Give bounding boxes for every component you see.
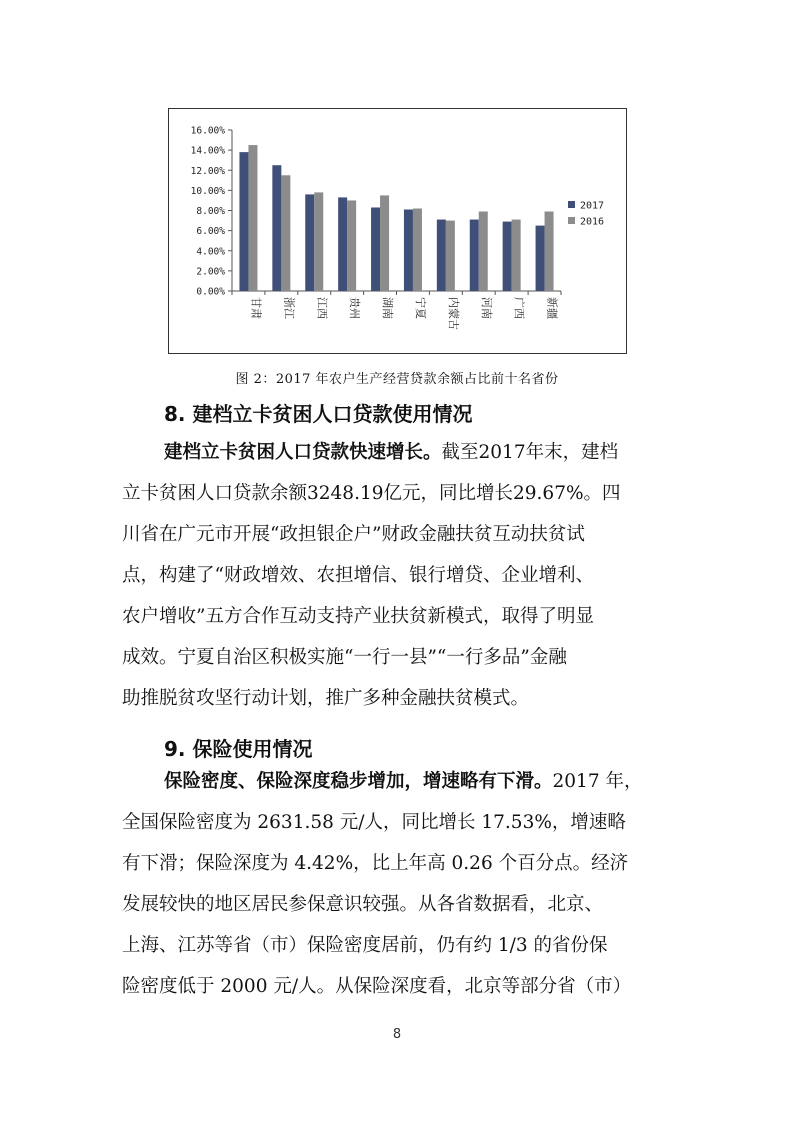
line-text: 截至2017年末，建档 [441,442,619,463]
y-tick-label: 14.00% [190,145,225,157]
bar-2017 [371,207,380,291]
y-tick-label: 0.00% [196,286,225,298]
x-tick-label: 广西 [512,297,526,319]
bar-2017 [338,197,347,291]
bar-2017 [272,165,281,291]
paragraph-line: 有下滑；保险深度为 4.42%，比上年高 0.26 个百分点。经济 [122,853,629,874]
y-tick-label: 12.00% [190,165,225,177]
paragraph-line: 助推脱贫攻坚行动计划，推广多种金融扶贫模式。 [122,688,530,709]
bar-2016 [380,195,389,291]
paragraph-line [164,767,642,793]
paragraph-line: 点，构建了“财政增效、农担增信、银行增贷、企业增利、 [122,565,594,586]
lead-sentence: 建档立卡贫困人口贷款快速增长。 [164,442,442,463]
x-tick-label: 新疆 [545,297,559,319]
bar-chart [169,109,628,355]
figure-caption: 图 2：2017 年农户生产经营贷款余额占比前十名省份 [235,372,559,387]
x-tick-label: 宁夏 [413,297,427,319]
bar-2016 [545,212,554,291]
bar-2017 [239,152,248,291]
y-tick-label: 8.00% [196,206,225,217]
bar-2016 [413,208,422,291]
bar-2016 [248,145,257,291]
paragraph-line: 川省在广元市开展“政担银企户”财政金融扶贫互动扶贫试 [122,524,585,545]
x-tick-label: 贵州 [348,297,362,319]
bar-2017 [404,209,413,291]
x-tick-label: 河南 [479,297,493,319]
paragraph-line: 成效。宁夏自治区积极实施“一行一县”“一行多品”金融 [122,647,567,668]
y-tick-label: 4.00% [196,246,225,258]
bar-2016 [446,221,455,291]
paragraph-line [164,438,618,464]
bar-2017 [536,226,545,291]
y-tick-label: 2.00% [196,266,225,278]
y-tick-label: 10.00% [190,185,225,197]
chart-frame [168,108,627,354]
x-tick-label: 内蒙古 [446,297,460,330]
section-8-heading: 8. 建档立卡贫困人口贷款使用情况 [164,402,473,426]
legend-label-2017: 2017 [580,200,605,212]
bar-2017 [305,194,314,291]
bar-2017 [437,220,446,291]
paragraph-line: 发展较快的地区居民参保意识较强。从各省数据看，北京、 [122,894,604,915]
x-tick-label: 江西 [315,297,329,319]
bar-2017 [470,220,479,291]
legend-label-2016: 2016 [580,216,605,228]
paragraph-line: 全国保险密度为 2631.58 元/人，同比增长 17.53%，增速略 [122,812,626,833]
legend-swatch-2017 [568,201,575,208]
x-tick-label: 湖南 [381,297,395,319]
bar-2017 [503,222,512,291]
bar-2016 [314,192,323,291]
x-tick-label: 甘肃 [249,297,263,319]
paragraph-line: 上海、江苏等省（市）保险密度居前，仍有约 1/3 的省份保 [122,935,608,956]
y-tick-label: 16.00% [190,125,225,137]
bar-2016 [512,220,521,291]
page-number: 8 [392,1027,402,1042]
paragraph-line: 险密度低于 2000 元/人。从保险深度看，北京等部分省（市） [122,976,632,997]
lead-sentence: 保险密度、保险深度稳步增加，增速略有下滑。 [164,771,553,792]
line-text: 2017 年， [552,771,643,792]
paragraph-line: 立卡贫困人口贷款余额3248.19亿元，同比增长29.67%。四 [122,483,621,504]
bar-2016 [281,175,290,291]
y-tick-label: 6.00% [196,226,225,238]
paragraph-line: 农户增收”五方合作互动支持产业扶贫新模式，取得了明显 [122,606,594,627]
section-9-heading: 9. 保险使用情况 [164,737,313,761]
bar-2016 [347,200,356,291]
bar-2016 [479,212,488,291]
x-tick-label: 浙江 [282,297,296,319]
legend-swatch-2016 [568,217,575,224]
